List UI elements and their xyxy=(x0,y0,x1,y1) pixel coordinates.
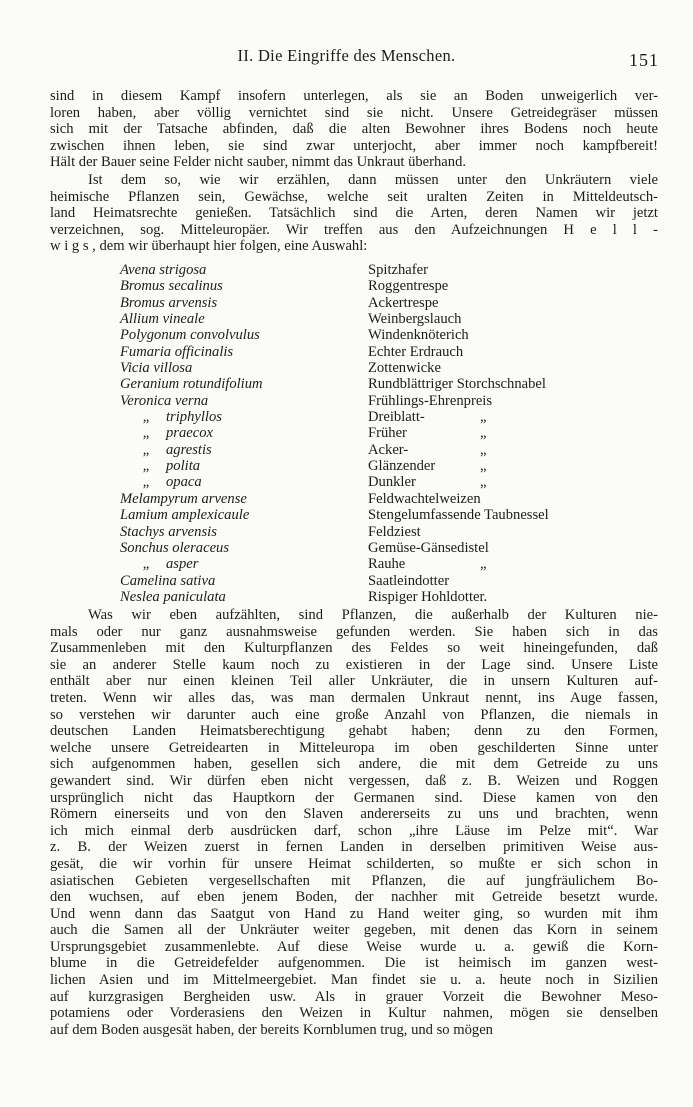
text-line: deutschen Landen Heimatsberechtigung gehabt haben; denn zu den Formen, xyxy=(50,723,658,740)
german-name xyxy=(368,278,480,294)
latin-name xyxy=(120,507,368,523)
page-header xyxy=(0,46,693,72)
german-name-text: Stengelumfassende Taubnessel xyxy=(368,507,549,524)
text-line: w i g s , dem wir überhaupt hier folgen, eine Auswahl: xyxy=(50,238,368,255)
ditto-mark: „ xyxy=(142,425,150,442)
german-name xyxy=(368,360,480,376)
latin-name xyxy=(120,540,368,556)
ditto-mark: „ xyxy=(142,458,150,475)
german-name-text: Frühlings-Ehrenpreis xyxy=(368,392,493,409)
species-row xyxy=(120,524,640,540)
species-row xyxy=(120,393,640,409)
latin-name-text: Allium vineale xyxy=(120,311,205,328)
text-line: Ursprungsgebiet zusammenlebte. Auf diese Weise wurde u. a. gewiß die Korn- xyxy=(50,938,658,955)
species-row xyxy=(120,344,640,360)
german-name xyxy=(368,507,549,523)
ditto-mark: „ xyxy=(480,409,487,426)
latin-name-text: Avena strigosa xyxy=(120,262,207,278)
running-title: II. Die Eingriffe des Menschen. xyxy=(237,46,456,65)
species-row xyxy=(120,556,640,572)
latin-name xyxy=(120,409,368,425)
german-name xyxy=(368,524,480,540)
text-line: so verstehen wir darunter auch eine große Anzahl von Pflanzen, die niemals in xyxy=(50,706,658,723)
latin-name xyxy=(120,573,368,589)
latin-name xyxy=(120,474,368,490)
text-line: treten. Wenn wir alles das, was man dermalen Unkraut nennt, ins Auge fassen, xyxy=(50,689,658,706)
text-line: asiatischen Gebieten vergesellschaften mit Pflanzen, die auf jungfräulichem Bo- xyxy=(50,872,658,889)
german-name-text: Früher xyxy=(368,425,407,442)
latin-name-text: Stachys arvensis xyxy=(120,523,217,540)
species-row xyxy=(120,376,640,392)
german-name xyxy=(368,409,486,425)
text-line: gesät, die wir vorhin für unsere Heimat schilderten, so mußte er sich schon in xyxy=(50,855,658,872)
latin-name-text: Neslea paniculata xyxy=(120,588,226,605)
ditto-mark: „ xyxy=(142,441,150,458)
text-line: sie an anderer Stelle kaum noch zu existieren in der Lage sind. Unsere Liste xyxy=(50,656,658,673)
german-name xyxy=(368,540,489,556)
german-name xyxy=(368,589,487,605)
german-name xyxy=(368,458,486,474)
latin-name xyxy=(120,344,368,360)
latin-name-text: Fumaria officinalis xyxy=(120,343,234,360)
latin-name-text: Camelina sativa xyxy=(120,572,216,589)
text-line: Römern einerseits und von den Slaven andererseits zu uns und brachten, wenn xyxy=(50,806,658,823)
latin-name xyxy=(120,393,368,409)
ditto-mark: „ xyxy=(142,556,150,573)
latin-name xyxy=(120,295,368,311)
german-name-text: Ackertrespe xyxy=(368,294,439,311)
species-row xyxy=(120,409,640,425)
text-line: land Heimatsrechte genießen. Tatsächlich sind die Arten, deren Namen wir jetzt xyxy=(50,205,658,222)
text-line: lichen Asien und im Mittelmeergebiet. Man findet sie u. a. heute noch in Sizilien xyxy=(50,972,658,989)
german-name xyxy=(368,442,486,458)
page-number: 151 xyxy=(629,50,659,70)
species-list xyxy=(120,262,640,605)
species-row xyxy=(120,491,640,507)
latin-name-text: Sonchus oleraceus xyxy=(120,539,230,556)
german-name-text: Echter Erdrauch xyxy=(368,343,464,360)
species-row xyxy=(120,425,640,441)
text-line: heimische Pflanzen sein, Gewächse, welche seit uralten Zeiten in Mitteldeutsch- xyxy=(50,188,658,205)
latin-name-text: Bromus arvensis xyxy=(120,294,218,311)
species-row xyxy=(120,360,640,376)
latin-name xyxy=(120,360,368,376)
latin-name-text: Geranium rotundifolium xyxy=(120,376,263,393)
species-row xyxy=(120,458,640,474)
species-row xyxy=(120,262,640,278)
german-name-text: Glänzender xyxy=(368,458,436,475)
text-line: auch die Samen all der Unkräuter weiter gegeben, mit denen das Korn in seinem xyxy=(50,922,658,939)
text-line: sind in diesem Kampf insofern unterlegen, als sie an Boden unweigerlich ver- xyxy=(50,88,658,104)
text-line: mals oder nur ganz ausnahmsweise gefunden werden. Sie haben sich in das xyxy=(50,623,658,640)
text-line: auf dem Boden ausgesät haben, der bereits Kornblumen trug, und so mögen xyxy=(50,1021,493,1038)
paragraph-3 xyxy=(50,607,658,1038)
paragraph-2 xyxy=(50,172,658,255)
latin-name-text: praecox xyxy=(166,425,214,442)
german-name-text: Zottenwicke xyxy=(368,360,441,377)
latin-name xyxy=(120,311,368,327)
german-name xyxy=(368,327,480,343)
species-row xyxy=(120,442,640,458)
text-line: auf kurzgrasigen Bergheiden usw. Als in grauer Vorzeit die Bewohner Meso- xyxy=(50,988,658,1005)
latin-name xyxy=(120,376,368,392)
text-line: Und wenn dann das Saatgut von Hand zu Hand weiter ging, so wurden mit ihm xyxy=(50,905,658,922)
text-line: den wuchsen, auf eben jenem Boden, der nachher mit Getreide besetzt wurde. xyxy=(50,889,658,906)
text-line: welche unsere Getreidearten in Mitteleuropa im oben geschilderten Sinne unter xyxy=(50,739,658,756)
species-row xyxy=(120,589,640,605)
text-line: Ist dem so, wie wir erzählen, dann müssen unter den Unkräutern viele xyxy=(88,172,658,188)
text-line: loren haben, aber völlig vernichtet sind sie nicht. Unsere Getreidegräser müssen xyxy=(50,104,658,121)
text-line: ich mich einmal derb ausdrücken darf, schon „ihre Läuse im Pelze mit“. War xyxy=(50,822,658,839)
german-name-text: Rundblättriger Storchschnabel xyxy=(368,376,546,393)
latin-name-text: asper xyxy=(166,556,199,573)
ditto-mark: „ xyxy=(142,409,150,426)
latin-name-text: Melampyrum arvense xyxy=(120,490,247,507)
german-name xyxy=(368,262,480,278)
text-line: verzeichnen, sog. Mitteleuropäer. Wir treffen aus den Aufzeichnungen H e l l - xyxy=(50,221,658,238)
species-row xyxy=(120,507,640,523)
species-row xyxy=(120,573,640,589)
german-name-text: Acker- xyxy=(368,441,409,458)
text-line: Hält der Bauer seine Felder nicht sauber, nimmt das Unkraut überhand. xyxy=(50,154,467,171)
ditto-mark: „ xyxy=(480,441,487,458)
german-name-text: Saatleindotter xyxy=(368,572,450,589)
text-line: Was wir eben aufzählten, sind Pflanzen, die außerhalb der Kulturen nie- xyxy=(88,607,658,623)
german-name xyxy=(368,295,480,311)
latin-name-text: polita xyxy=(166,458,201,475)
german-name xyxy=(368,393,492,409)
german-name xyxy=(368,474,486,490)
text-line: enthält aber nur einen kleinen Teil aller Unkräuter, die in unsern Kulturen auf- xyxy=(50,673,658,690)
text-line: sich mit der Tatsache abfinden, daß die alten Bewohner ihres Bodens noch heute xyxy=(50,121,658,138)
latin-name xyxy=(120,458,368,474)
species-row xyxy=(120,278,640,294)
species-row xyxy=(120,540,640,556)
text-line: sich aufgenommen haben, gesellen sich andere, die mit dem Getreide zu uns xyxy=(50,756,658,773)
german-name xyxy=(368,573,480,589)
latin-name xyxy=(120,589,368,605)
german-name-text: Gemüse-Gänsedistel xyxy=(368,539,489,556)
latin-name xyxy=(120,327,368,343)
german-name-text: Rauhe xyxy=(368,556,406,573)
german-name xyxy=(368,344,480,360)
german-name-text: Weinbergslauch xyxy=(368,311,462,328)
text-line: Zusammenleben mit den Kulturpflanzen des Feldes so weit hineingefunden, daß xyxy=(50,640,658,657)
ditto-mark: „ xyxy=(480,458,487,475)
latin-name xyxy=(120,556,368,572)
text-line: ursprünglich nicht das Hauptkorn der Germanen sind. Diese kamen von den xyxy=(50,789,658,806)
latin-name xyxy=(120,278,368,294)
species-row xyxy=(120,474,640,490)
ditto-mark: „ xyxy=(142,474,150,491)
ditto-mark: „ xyxy=(480,556,487,573)
text-line: blume in die Getreidefelder aufgenommen. Die ist heimisch im ganzen west- xyxy=(50,955,658,972)
german-name-text: Roggentrespe xyxy=(368,278,449,295)
ditto-mark: „ xyxy=(480,425,487,442)
latin-name-text: Veronica verna xyxy=(120,392,209,409)
german-name xyxy=(368,491,481,507)
german-name-text: Spitzhafer xyxy=(368,262,428,278)
latin-name-text: agrestis xyxy=(166,441,212,458)
german-name xyxy=(368,311,480,327)
german-name-text: Dunkler xyxy=(368,474,416,491)
text-line: zwischen ihnen leben, sie sind zwar unterjocht, aber immer noch kampfbereit! xyxy=(50,137,658,154)
german-name-text: Windenknöterich xyxy=(368,327,469,344)
german-name xyxy=(368,556,486,572)
latin-name xyxy=(120,442,368,458)
text-line: z. B. der Weizen zuerst in fernen Landen in derselben primitiven Weise aus- xyxy=(50,839,658,856)
text-line: potamiens oder Vorderasiens den Weizen in Kultur nahmen, mögen sie denselben xyxy=(50,1005,658,1022)
latin-name xyxy=(120,425,368,441)
latin-name-text: Vicia villosa xyxy=(120,360,193,377)
german-name xyxy=(368,425,486,441)
german-name xyxy=(368,376,546,392)
latin-name-text: Lamium amplexicaule xyxy=(120,507,250,524)
species-row xyxy=(120,311,640,327)
german-name-text: Feldwachtelweizen xyxy=(368,490,481,507)
latin-name xyxy=(120,262,368,278)
latin-name xyxy=(120,491,368,507)
latin-name-text: Bromus secalinus xyxy=(120,278,223,295)
german-name-text: Dreiblatt- xyxy=(368,409,425,426)
latin-name xyxy=(120,524,368,540)
latin-name-text: opaca xyxy=(166,474,202,491)
paragraph-1 xyxy=(50,88,658,171)
species-row xyxy=(120,295,640,311)
species-row xyxy=(120,327,640,343)
ditto-mark: „ xyxy=(480,474,487,491)
german-name-text: Rispiger Hohldotter. xyxy=(368,588,488,605)
text-line: gewandert sind. Wir dürfen eben nicht vergessen, daß z. B. Weizen und Roggen xyxy=(50,772,658,789)
german-name-text: Feldziest xyxy=(368,523,421,540)
latin-name-text: triphyllos xyxy=(166,409,222,426)
latin-name-text: Polygonum convolvulus xyxy=(120,327,260,344)
